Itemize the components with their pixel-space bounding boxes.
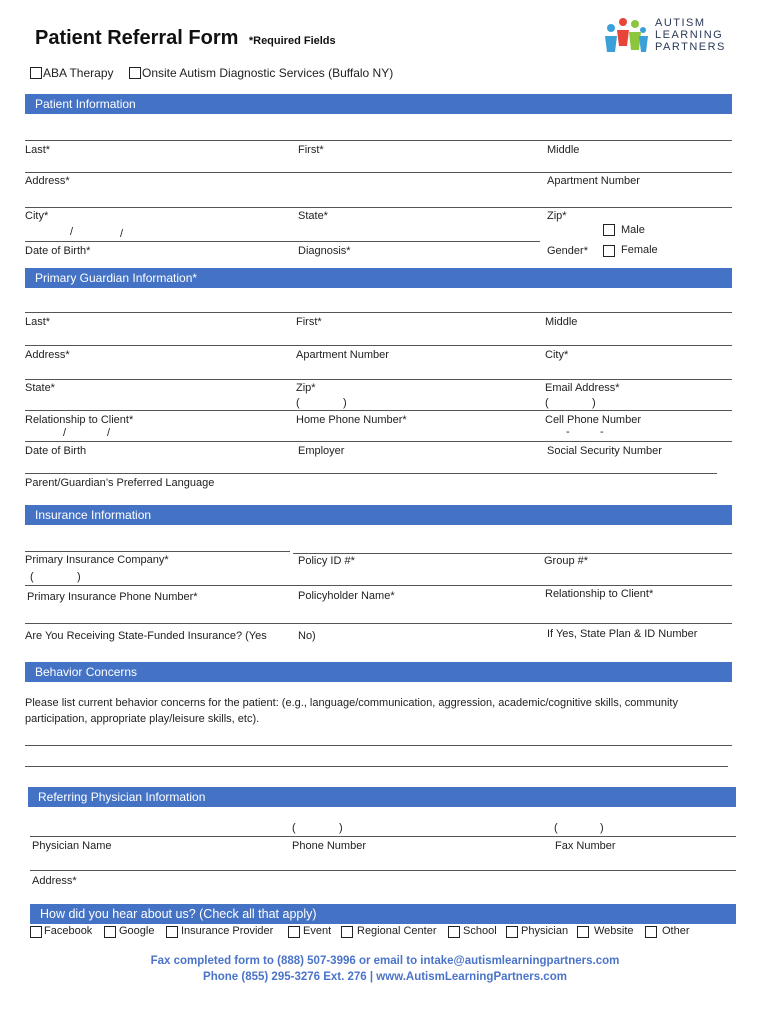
- guardian-apartment-label: Apartment Number: [296, 349, 389, 361]
- patient-state-label: State*: [298, 210, 328, 222]
- behavior-answer-line-2[interactable]: [25, 766, 728, 767]
- behavior-prompt-line-2: participation, appropriate play/leisure skills, etc).: [25, 713, 260, 725]
- guardian-email-label: Email Address*: [545, 382, 620, 394]
- referral-source-header: How did you hear about us? (Check all that apply): [30, 904, 736, 924]
- patient-address-label: Address*: [25, 175, 70, 187]
- insurance-company-label: Primary Insurance Company*: [25, 554, 169, 566]
- patient-dob-slash-2: /: [120, 228, 124, 240]
- guardian-dob-label: Date of Birth: [25, 445, 87, 457]
- patient-gender-label: Gender*: [547, 245, 588, 257]
- physician-information-header: Referring Physician Information: [28, 787, 736, 807]
- google-checkbox[interactable]: [104, 926, 116, 938]
- guardian-zip-label: Zip*: [296, 382, 316, 394]
- behavior-answer-line-1[interactable]: [25, 745, 732, 746]
- home-phone-paren-close: ): [343, 397, 347, 409]
- insurance-policyholder-label: Policyholder Name*: [298, 590, 395, 602]
- guardian-city-label: City*: [545, 349, 569, 361]
- website-label: Website: [594, 925, 634, 937]
- event-label: Event: [303, 925, 332, 937]
- insurance-relationship-label: Relationship to Client*: [545, 588, 654, 600]
- physician-fax-label: Fax Number: [555, 840, 616, 852]
- footer-contact-line-1: Fax completed form to (888) 507-3996 or email to intake@autismlearningpartners.com: [150, 955, 620, 967]
- logo-line-2: LEARNING: [655, 29, 724, 41]
- patient-information-header: Patient Information: [25, 94, 732, 114]
- state-funded-question: Are You Receiving State-Funded Insurance? (Yes: [25, 630, 267, 642]
- logo-line-1: AUTISM: [655, 17, 706, 29]
- guardian-employer-label: Employer: [298, 445, 345, 457]
- guardian-ssn-label: Social Security Number: [547, 445, 662, 457]
- guardian-relationship-label: Relationship to Client*: [25, 414, 134, 426]
- facebook-label: Facebook: [44, 925, 93, 937]
- facebook-checkbox[interactable]: [30, 926, 42, 938]
- patient-last-label: Last*: [25, 144, 51, 156]
- logo: [603, 16, 743, 56]
- regional-center-checkbox[interactable]: [341, 926, 353, 938]
- female-label: Female: [621, 244, 658, 256]
- physician-name-label: Physician Name: [32, 840, 112, 852]
- required-fields-note: *Required Fields: [248, 35, 336, 47]
- event-checkbox[interactable]: [288, 926, 300, 938]
- school-checkbox[interactable]: [448, 926, 460, 938]
- aba-therapy-checkbox[interactable]: [30, 67, 42, 79]
- insurance-provider-checkbox[interactable]: [166, 926, 178, 938]
- diagnostic-services-label: Onsite Autism Diagnostic Services (Buffalo NY): [142, 66, 394, 80]
- guardian-language-label: Parent/Guardian’s Preferred Language: [25, 477, 215, 489]
- female-checkbox[interactable]: [603, 245, 615, 257]
- state-plan-label: If Yes, State Plan & ID Number: [547, 628, 698, 640]
- patient-diagnosis-label: Diagnosis*: [298, 245, 351, 257]
- form-header: [35, 27, 336, 50]
- behavior-concerns-header: Behavior Concerns: [25, 662, 732, 682]
- physician-phone-paren-open: (: [292, 822, 296, 834]
- physician-fax-paren-open: (: [554, 822, 558, 834]
- patient-middle-label: Middle: [547, 144, 580, 156]
- home-phone-paren-open: (: [296, 397, 300, 409]
- footer-contact-line-2: Phone (855) 295-3276 Ext. 276 | www.AutismLearningPartners.com: [203, 971, 567, 983]
- guardian-last-label: Last*: [25, 316, 51, 328]
- guardian-first-label: First*: [296, 316, 322, 328]
- insurance-policy-id-label: Policy ID #*: [298, 555, 355, 567]
- behavior-prompt-line-1: Please list current behavior concerns for the patient: (e.g., language/communication, aggression, academic/cognitive skills, community: [25, 697, 678, 709]
- aba-therapy-label: ABA Therapy: [43, 66, 114, 80]
- state-funded-no: No): [298, 630, 316, 642]
- other-label: Other: [662, 925, 690, 937]
- physician-address-label: Address*: [32, 875, 77, 887]
- website-checkbox[interactable]: [577, 926, 589, 938]
- logo-figures-icon: [603, 16, 649, 56]
- guardian-home-phone-label: Home Phone Number*: [296, 414, 407, 426]
- ssn-dash-1: -: [566, 426, 570, 438]
- patient-city-label: City*: [25, 210, 49, 222]
- physician-checkbox[interactable]: [506, 926, 518, 938]
- male-label: Male: [621, 224, 645, 236]
- patient-zip-label: Zip*: [547, 210, 567, 222]
- insurance-information-header: Insurance Information: [25, 505, 732, 525]
- guardian-information-header: Primary Guardian Information*: [25, 268, 732, 288]
- physician-fax-paren-close: ): [600, 822, 604, 834]
- regional-center-label: Regional Center: [357, 925, 437, 937]
- insurance-phone-label: Primary Insurance Phone Number*: [27, 591, 198, 603]
- physician-label: Physician: [521, 925, 569, 937]
- logo-line-3: PARTNERS: [655, 41, 726, 53]
- diagnostic-services-checkbox[interactable]: [129, 67, 141, 79]
- physician-phone-paren-close: ): [339, 822, 343, 834]
- guardian-address-label: Address*: [25, 349, 70, 361]
- insurance-group-label: Group #*: [544, 555, 589, 567]
- cell-phone-paren-close: ): [592, 397, 596, 409]
- guardian-dob-slash-1: /: [63, 427, 67, 439]
- physician-phone-label: Phone Number: [292, 840, 366, 852]
- male-checkbox[interactable]: [603, 224, 615, 236]
- page-title: Patient Referral Form: [35, 27, 239, 49]
- patient-dob-label: Date of Birth*: [25, 245, 91, 257]
- patient-first-label: First*: [298, 144, 324, 156]
- insurance-phone-paren-close: ): [77, 571, 81, 583]
- insurance-provider-label: Insurance Provider: [181, 925, 274, 937]
- insurance-phone-paren-open: (: [30, 571, 34, 583]
- google-label: Google: [119, 925, 155, 937]
- guardian-cell-phone-label: Cell Phone Number: [545, 414, 641, 426]
- guardian-dob-slash-2: /: [107, 427, 111, 439]
- patient-dob-slash-1: /: [70, 226, 74, 238]
- guardian-middle-label: Middle: [545, 316, 578, 328]
- guardian-state-label: State*: [25, 382, 55, 394]
- cell-phone-paren-open: (: [545, 397, 549, 409]
- school-label: School: [463, 925, 497, 937]
- patient-apartment-label: Apartment Number: [547, 175, 640, 187]
- other-checkbox[interactable]: [645, 926, 657, 938]
- ssn-dash-2: -: [600, 426, 604, 438]
